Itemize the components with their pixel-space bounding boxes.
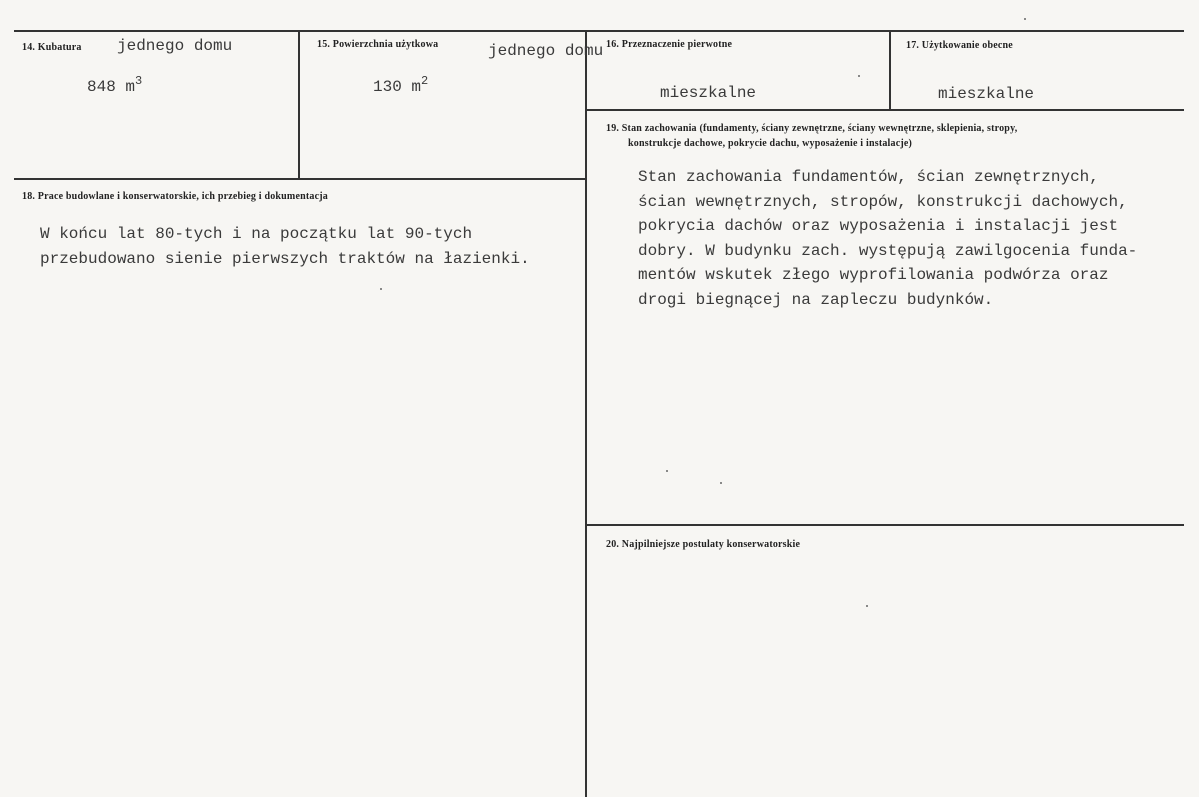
divider-center	[585, 30, 587, 797]
field-19-line: mentów wskutek złego wyprofilowania podwórza oraz	[638, 266, 1109, 284]
divider-row1-left	[14, 178, 586, 180]
paper-speck	[858, 75, 860, 77]
paper-speck	[666, 470, 668, 472]
field-19-line: dobry. W budynku zach. występują zawilgocenia funda-	[638, 241, 1138, 260]
field-14-unit-sup: 3	[135, 74, 143, 88]
field-15-label: 15. Powierzchnia użytkowa	[317, 39, 439, 50]
field-19-line: pokrycia dachów oraz wyposażenia i instalacji jest	[638, 217, 1119, 235]
divider-section-20	[586, 524, 1184, 526]
field-16-value: mieszkalne	[660, 84, 757, 102]
field-19-label-line1: 19. Stan zachowania (fundamenty, ściany zewnętrzne, ściany wewnętrzne, sklepienia, stropy,	[606, 123, 1018, 134]
field-19-label-line2: konstrukcje dachowe, pokrycie dachu, wyposażenie i instalacje)	[628, 138, 913, 149]
field-14-value-text: 848 m	[87, 78, 136, 96]
field-18-label: 18. Prace budowlane i konserwatorskie, ich przebieg i dokumentacja	[22, 191, 328, 202]
field-15-unit-sup: 2	[421, 74, 429, 88]
field-19-text	[638, 165, 1137, 312]
field-14-note: jednego domu	[117, 37, 233, 55]
field-19-line: Stan zachowania fundamentów, ścian zewnętrznych,	[638, 168, 1099, 186]
field-15-note: jednego domu	[488, 42, 604, 60]
field-15-value-text: 130 m	[373, 78, 422, 96]
field-14-value	[87, 74, 143, 96]
field-20-label: 20. Najpilniejsze postulaty konserwatorskie	[606, 539, 801, 550]
field-18-line: W końcu lat 80-tych i na początku lat 90-tych	[40, 225, 473, 243]
paper-speck	[1024, 18, 1026, 20]
field-18-text	[40, 222, 530, 271]
paper-speck	[866, 605, 868, 607]
field-14-label: 14. Kubatura	[22, 42, 82, 53]
divider-14-15	[298, 30, 300, 180]
divider-16-17	[889, 30, 891, 111]
top-border	[14, 30, 1184, 32]
field-17-label: 17. Użytkowanie obecne	[906, 40, 1013, 51]
field-16-label: 16. Przeznaczenie pierwotne	[606, 39, 733, 50]
field-19-line: drogi biegnącej na zapleczu budynków.	[638, 290, 994, 309]
field-18-line: przebudowano sienie pierwszych traktów na łazienki.	[40, 249, 530, 268]
field-15-value	[373, 74, 429, 96]
paper-speck	[720, 482, 722, 484]
paper-speck	[380, 288, 382, 290]
field-19-line: ścian wewnętrznych, stropów, konstrukcji dachowych,	[638, 192, 1128, 211]
divider-row1-right	[586, 109, 1184, 111]
field-17-value: mieszkalne	[938, 85, 1035, 103]
